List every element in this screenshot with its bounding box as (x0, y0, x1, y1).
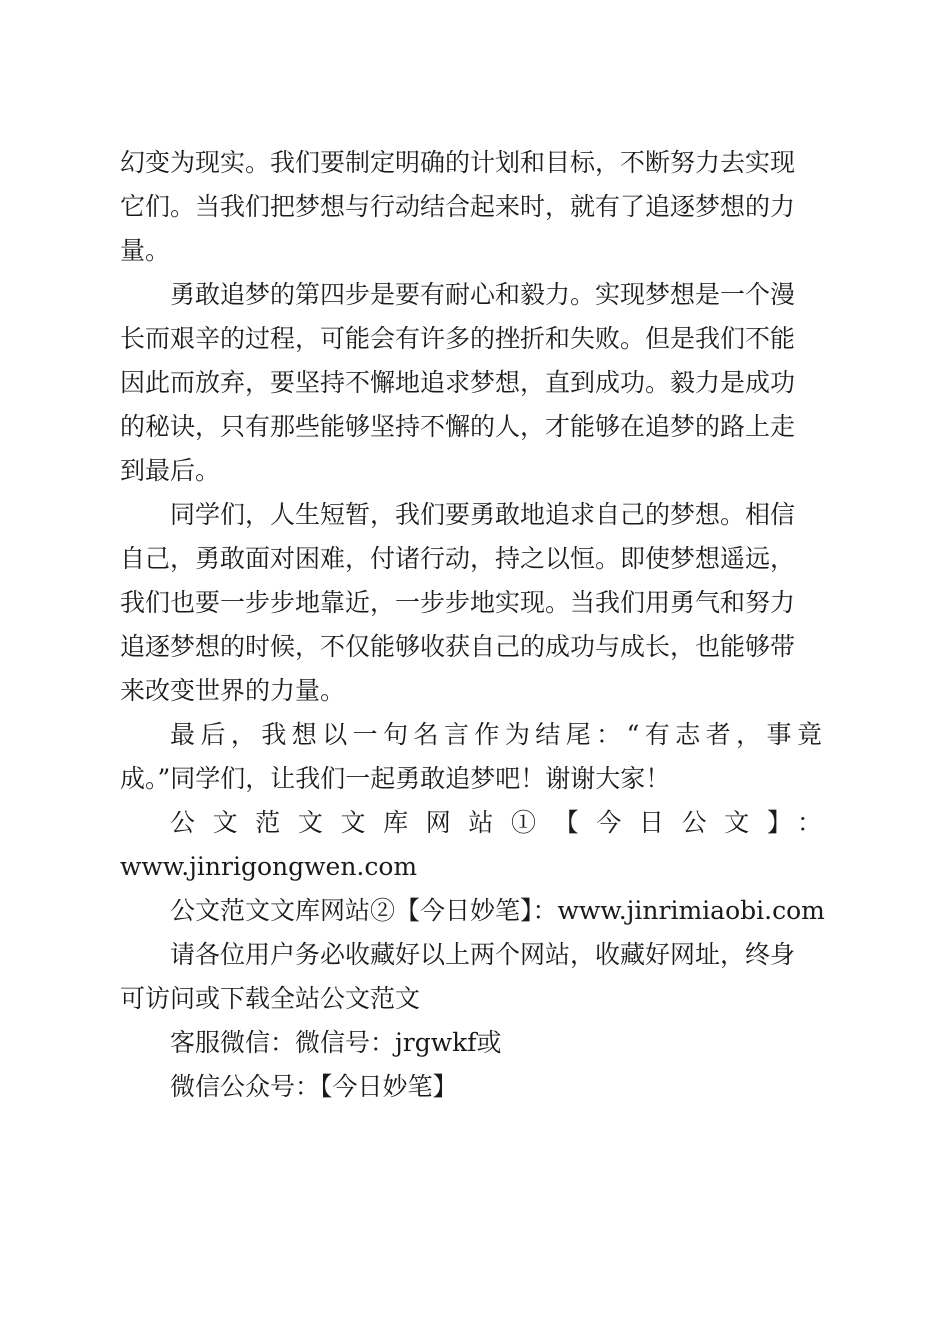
footer-block (120, 801, 825, 1109)
notice-line: 请各位用户务必收藏好以上两个网站，收藏好网址，终身 (170, 940, 796, 969)
paragraph (120, 493, 822, 713)
paragraph (120, 141, 822, 273)
service-line: 客服微信：微信号：jrgwkf或 (170, 1028, 502, 1057)
text-line: 来改变世界的力量。 (120, 676, 346, 705)
text-line: 它们。当我们把梦想与行动结合起来时，就有了追逐梦想的力 (120, 192, 796, 221)
document-page (120, 141, 825, 1109)
text-line: 量。 (120, 236, 171, 265)
notice-line: 可访问或下载全站公文范文 (120, 984, 421, 1013)
wechat-line: 微信公众号：【今日妙笔】 (170, 1072, 458, 1101)
text-line: 我们也要一步步地靠近，一步步地实现。当我们用勇气和努力 (120, 588, 796, 617)
text-line: 到最后。 (120, 456, 221, 485)
text-line: 因此而放弃，要坚持不懈地追求梦想，直到成功。毅力是成功 (120, 368, 796, 397)
text-line: 长而艰辛的过程，可能会有许多的挫折和失败。但是我们不能 (120, 324, 796, 353)
text-line: 的秘诀，只有那些能够坚持不懈的人，才能够在追梦的路上走 (120, 412, 796, 441)
paragraph (120, 273, 822, 493)
site1-label: 公文范文文库网站①【今日公文】： (170, 808, 822, 837)
site2-line: 公文范文文库网站②【今日妙笔】：www.jinrimiaobi.com (170, 896, 825, 925)
text-line: 幻变为现实。我们要制定明确的计划和目标，不断努力去实现 (120, 148, 796, 177)
text-line: 成。”同学们，让我们一起勇敢追梦吧！谢谢大家！ (120, 764, 671, 793)
paragraph (120, 713, 822, 801)
text-line: 追逐梦想的时候，不仅能够收获自己的成功与成长，也能够带 (120, 632, 796, 661)
text-line: 最后，我想以一句名言作为结尾：“有志者，事竟 (170, 720, 822, 749)
text-line: 自己，勇敢面对困难，付诸行动，持之以恒。即使梦想遥远， (120, 544, 796, 573)
text-line: 勇敢追梦的第四步是要有耐心和毅力。实现梦想是一个漫 (170, 280, 796, 309)
site1-url: www.jinrigongwen.com (120, 852, 418, 881)
text-line: 同学们，人生短暂，我们要勇敢地追求自己的梦想。相信 (170, 500, 796, 529)
